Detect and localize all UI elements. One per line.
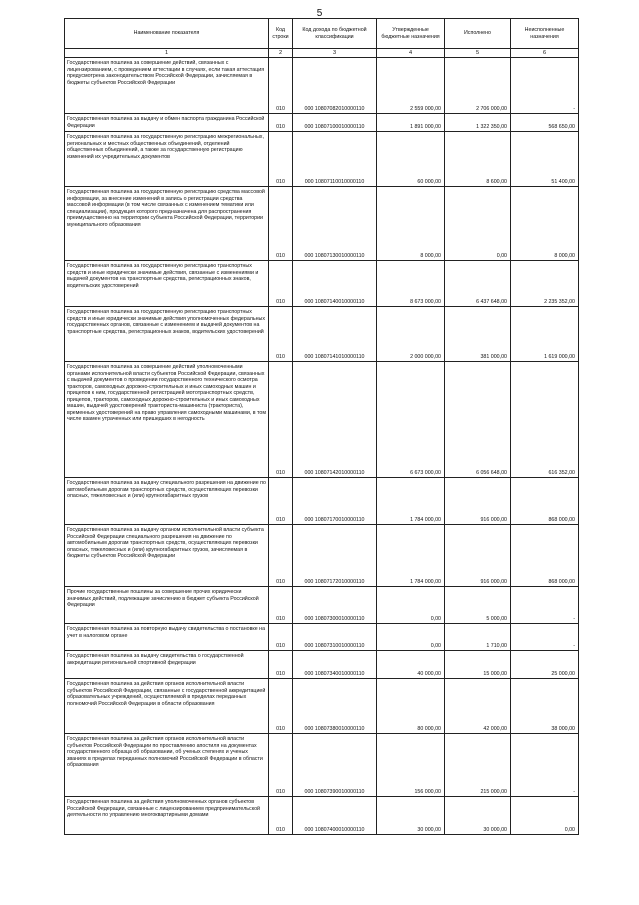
row-name: Государственная пошлина за выдачу и обмен паспорта гражданина Российской Федерации [65, 114, 269, 132]
approved-value: 6 673 000,00 [377, 362, 445, 478]
row-name: Государственная пошлина за действия уполномоченных органов субъектов Российской Федерации, связанные с лицензированием предпринимательской деятельности по управлению многоквартирными домами [65, 797, 269, 835]
table-row [65, 114, 579, 132]
budget-code: 000 10807400010000110 [293, 797, 377, 835]
unexecuted-value: 38 000,00 [511, 679, 579, 734]
row-name: Прочие государственные пошлины за совершение прочих юридически значимых действий, подлежащие зачислению в бюджет субъекта Российской Федерации [65, 587, 269, 624]
approved-value: 1 784 000,00 [377, 525, 445, 587]
budget-code: 000 10807100010000110 [293, 114, 377, 132]
row-code: 010 [269, 624, 293, 651]
table-row [65, 587, 579, 624]
row-code: 010 [269, 261, 293, 307]
unexecuted-value: 2 235 352,00 [511, 261, 579, 307]
unexecuted-value: - [511, 587, 579, 624]
column-number: 1 [65, 49, 269, 58]
unexecuted-value: 868 000,00 [511, 478, 579, 525]
column-number: 5 [445, 49, 511, 58]
approved-value: 8 673 000,00 [377, 261, 445, 307]
row-name: Государственная пошлина за совершение действий уполномоченными органами исполнительной власти субъектов Российской Федерации, связанных с выдачей документов о проведении государственного технического осмотра тракторов, самоходных дорожно-строительных и иных самоходных машин и прицепов к ним, государственной регистрацией мототранспортных средств, прицепов, тракторов, самоходных дорожно-строительных и иных самоходных машин, выдачей удостоверений тракториста-машиниста (тракториста), временных удостоверений на право управления самоходными машинами, в том числе взамен утраченных или пришедших в негодность [65, 362, 269, 478]
table-row [65, 651, 579, 679]
header-approved: Утвержденные бюджетные назначения [377, 19, 445, 49]
budget-code: 000 10807142010000110 [293, 362, 377, 478]
approved-value: 1 891 000,00 [377, 114, 445, 132]
row-code: 010 [269, 587, 293, 624]
table-row [65, 525, 579, 587]
unexecuted-value: 25 000,00 [511, 651, 579, 679]
unexecuted-value: 568 650,00 [511, 114, 579, 132]
unexecuted-value: - [511, 734, 579, 797]
approved-value: 2 559 000,00 [377, 58, 445, 114]
executed-value: 6 437 648,00 [445, 261, 511, 307]
unexecuted-value: - [511, 58, 579, 114]
budget-code: 000 10807172010000110 [293, 525, 377, 587]
unexecuted-value: 0,00 [511, 797, 579, 835]
table-row [65, 679, 579, 734]
executed-value: 1 322 350,00 [445, 114, 511, 132]
unexecuted-value: 616 352,00 [511, 362, 579, 478]
approved-value: 80 000,00 [377, 679, 445, 734]
budget-code: 000 10807110010000110 [293, 132, 377, 187]
page-number: 5 [316, 8, 323, 19]
executed-value: 2 706 000,00 [445, 58, 511, 114]
row-name: Государственная пошлина за государственную регистрацию транспортных средств и иные юридически значимые действия уполномоченных федеральных государственных органов, связанные с изменением и выдачей документов на транспортные средства, регистрационных знаков, водительских удостоверений [65, 307, 269, 362]
row-name: Государственная пошлина за совершение действий, связанных с лицензированием, с проведением аттестации в случаях, если такая аттестация предусмотрена законодательством Российской Федерации, зачисляемая в бюджеты субъектов Российской Федерации [65, 58, 269, 114]
executed-value: 215 000,00 [445, 734, 511, 797]
column-number: 2 [269, 49, 293, 58]
executed-value: 381 000,00 [445, 307, 511, 362]
row-code: 010 [269, 734, 293, 797]
row-code: 010 [269, 362, 293, 478]
table-row [65, 132, 579, 187]
row-name: Государственная пошлина за действия органов исполнительной власти субъектов Российской Федерации, связанные с государственной аккредитацией образовательных учреждений, осуществляемой в пределах переданных полномочий Российской Федерации в области образования [65, 679, 269, 734]
approved-value: 2 000 000,00 [377, 307, 445, 362]
unexecuted-value: 868 000,00 [511, 525, 579, 587]
executed-value: 0,00 [445, 187, 511, 261]
executed-value: 8 600,00 [445, 132, 511, 187]
budget-code: 000 10807170010000110 [293, 478, 377, 525]
row-code: 010 [269, 187, 293, 261]
row-code: 010 [269, 132, 293, 187]
budget-code: 000 10807390010000110 [293, 734, 377, 797]
approved-value: 0,00 [377, 624, 445, 651]
row-name: Государственная пошлина за повторную выдачу свидетельства о постановке на учет в налоговом органе [65, 624, 269, 651]
row-name: Государственная пошлина за выдачу органом исполнительной власти субъекта Российской Федерации специального разрешения на движение по автомобильным дорогам транспортных средств, осуществляющих перевозки опасных, тяжеловесных и (или) крупногабаритных грузов, зачисляемая в бюджеты субъектов Российской Федерации [65, 525, 269, 587]
row-code: 010 [269, 478, 293, 525]
executed-value: 1 710,00 [445, 624, 511, 651]
table-row [65, 624, 579, 651]
row-code: 010 [269, 797, 293, 835]
row-name: Государственная пошлина за государственную регистрацию транспортных средств и иные юридически значимые действия, связанные с изменениями и выдачей документов на транспортные средства, регистрационных знаков, водительских удостоверений [65, 261, 269, 307]
budget-code: 000 10807380010000110 [293, 679, 377, 734]
unexecuted-value: 1 619 000,00 [511, 307, 579, 362]
revenue-table [64, 18, 579, 835]
row-name: Государственная пошлина за государственную регистрацию средства массовой информации, за внесение изменений в запись о регистрации средства массовой информации (в том числе связанных с изменением тематики или специализации), продукция которого предназначена для распространения преимущественно на территории субъекта Российской Федерации, территории муниципального образования [65, 187, 269, 261]
row-code: 010 [269, 679, 293, 734]
row-code: 010 [269, 525, 293, 587]
row-code: 010 [269, 114, 293, 132]
budget-code: 000 10807310010000110 [293, 624, 377, 651]
column-number: 3 [293, 49, 377, 58]
executed-value: 42 000,00 [445, 679, 511, 734]
budget-code: 000 10807130010000110 [293, 187, 377, 261]
table-row [65, 187, 579, 261]
table-row [65, 307, 579, 362]
table-row [65, 58, 579, 114]
approved-value: 156 000,00 [377, 734, 445, 797]
row-name: Государственная пошлина за выдачу специального разрешения на движение по автомобильным дорогам транспортных средств, осуществляющих перевозки опасных, тяжеловесных и (или) крупногабаритных грузов [65, 478, 269, 525]
budget-code: 000 10807340010000110 [293, 651, 377, 679]
approved-value: 60 000,00 [377, 132, 445, 187]
header-name: Наименование показателя [65, 19, 269, 49]
executed-value: 15 000,00 [445, 651, 511, 679]
row-code: 010 [269, 307, 293, 362]
approved-value: 8 000,00 [377, 187, 445, 261]
table-header-row [65, 19, 579, 49]
header-row-code: Код строки [269, 19, 293, 49]
row-name: Государственная пошлина за действия органов исполнительной власти субъектов Российской Федерации по проставлению апостиля на документах государственного образца об образовании, об ученых степенях и ученых званиях в пределах переданных полномочий Российской Федерации в области образования [65, 734, 269, 797]
header-unexecuted: Неисполненные назначения [511, 19, 579, 49]
approved-value: 1 784 000,00 [377, 478, 445, 525]
approved-value: 0,00 [377, 587, 445, 624]
executed-value: 30 000,00 [445, 797, 511, 835]
column-number-row [65, 49, 579, 58]
table-row [65, 362, 579, 478]
budget-code: 000 10807140010000110 [293, 261, 377, 307]
row-code: 010 [269, 651, 293, 679]
budget-code: 000 10807300010000110 [293, 587, 377, 624]
approved-value: 40 000,00 [377, 651, 445, 679]
table-row [65, 734, 579, 797]
row-code: 010 [269, 58, 293, 114]
budget-code: 000 10807141010000110 [293, 307, 377, 362]
column-number: 6 [511, 49, 579, 58]
unexecuted-value: 51 400,00 [511, 132, 579, 187]
executed-value: 916 000,00 [445, 478, 511, 525]
table-row [65, 478, 579, 525]
row-name: Государственная пошлина за выдачу свидетельства о государственной аккредитации региональной спортивной федерации [65, 651, 269, 679]
approved-value: 30 000,00 [377, 797, 445, 835]
executed-value: 6 056 648,00 [445, 362, 511, 478]
unexecuted-value: 8 000,00 [511, 187, 579, 261]
unexecuted-value: - [511, 624, 579, 651]
table-row [65, 797, 579, 835]
column-number: 4 [377, 49, 445, 58]
header-budget-code: Код дохода по бюджетной классификации [293, 19, 377, 49]
executed-value: 5 000,00 [445, 587, 511, 624]
row-name: Государственная пошлина за государственную регистрацию межрегиональных, региональных и местных общественных объединений, отделений общественных объединений, а также за государственную регистрацию изменений их учредительных документов [65, 132, 269, 187]
table-row [65, 261, 579, 307]
header-executed: Исполнено [445, 19, 511, 49]
executed-value: 916 000,00 [445, 525, 511, 587]
budget-code: 000 10807082010000110 [293, 58, 377, 114]
